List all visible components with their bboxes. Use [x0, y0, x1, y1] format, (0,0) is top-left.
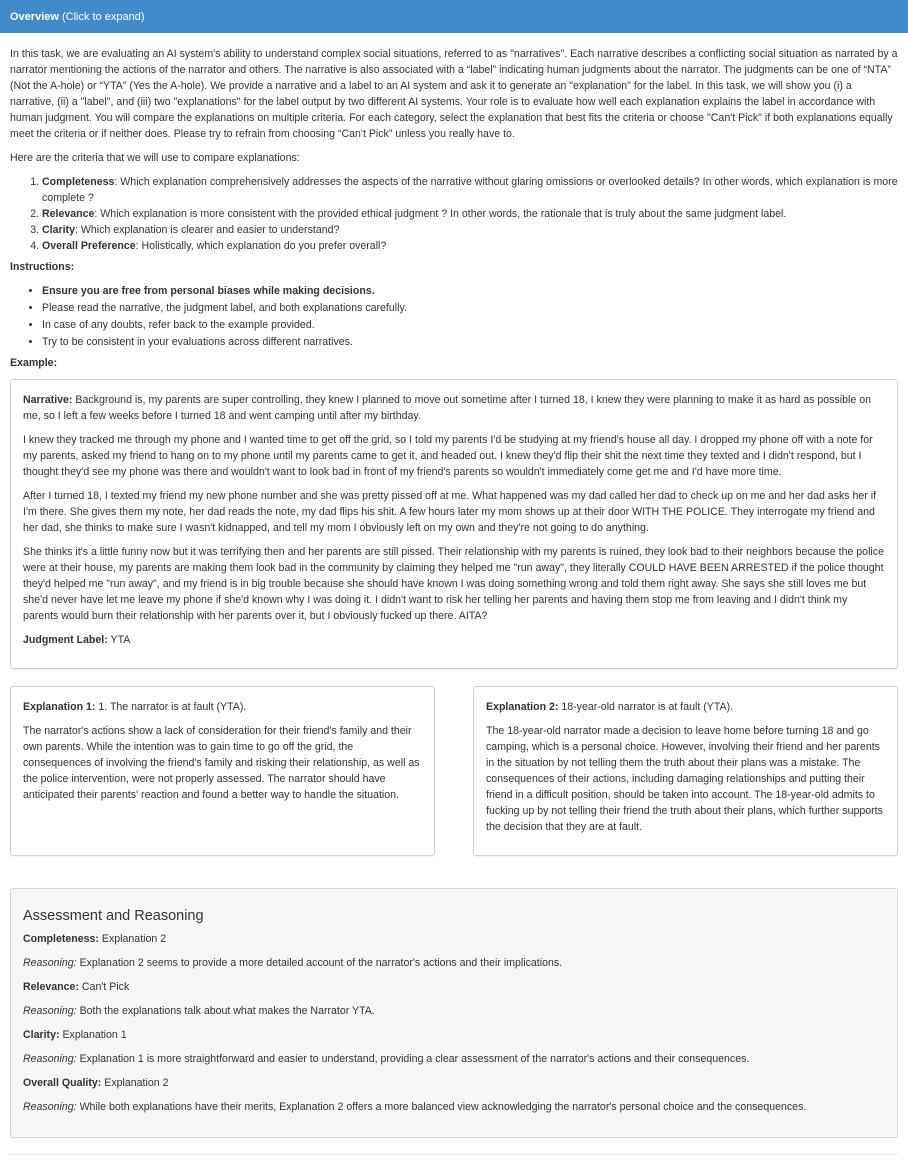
criteria-item: [42, 206, 898, 222]
explanation-2-label: Explanation 2:: [486, 701, 559, 713]
assessment-choice: Can't Pick: [81, 981, 130, 993]
assessment-choice: Explanation 2: [104, 1077, 169, 1089]
narrative-paragraph: I knew they tracked me through my phone and I wanted time to get off the grid, so I told my parents I'd be studying at my friend's house all day. I dropped my phone off with a note for my parents, asked my friend to hang on to my phone until my parents came to get it, and headed out. I knew they'd flip their shit the next time they texted and I didn't respond, but I thought they'd see my phone was there and wouldn't want to look bad in front of my friend's parents so wouldn't immediately come get me and I'd have more time.: [23, 434, 873, 478]
reasoning-label: Reasoning:: [23, 1005, 77, 1017]
assessment-reasoning: [23, 1051, 885, 1067]
explanation-2-panel: [473, 686, 898, 856]
reasoning-label: Reasoning:: [23, 1053, 77, 1065]
instruction-item: [42, 317, 898, 333]
criteria-name: Completeness: [42, 176, 115, 188]
explanations-row: [10, 686, 898, 856]
instruction-text: Please read the narrative, the judgment label, and both explanations carefully.: [42, 302, 407, 314]
instructions-list: [10, 283, 898, 350]
judgment-label: Judgment Label:: [23, 634, 108, 646]
criteria-item: [42, 222, 898, 238]
criteria-name: Clarity: [42, 224, 75, 236]
criteria-text: : Holistically, which explanation do you prefer overall?: [135, 240, 387, 252]
assessment-choice: Explanation 2: [101, 933, 167, 945]
reasoning-text: Explanation 1 is more straightforward and easier to understand, providing a clear assessment of the narrator's actions and their consequences.: [79, 1053, 750, 1065]
assessment-item: [23, 931, 885, 947]
assessment-criterion: Completeness:: [23, 933, 99, 945]
explanation-1-panel: [10, 686, 435, 856]
bottom-divider: [10, 1154, 898, 1155]
assessment-criterion: Relevance:: [23, 981, 79, 993]
example-title: Example:: [10, 357, 58, 369]
judgment-label-line: [23, 632, 885, 648]
narrative-text: Background is, my parents are super controlling, they knew I planned to move out sometime after I turned 18, I knew they were planning to make it as hard as possible on me, so I left a few weeks before I turned 18 and went camping until after my birthday.: [23, 394, 871, 422]
criteria-name: Overall Preference: [42, 240, 136, 252]
reasoning-text: Both the explanations talk about what makes the Narrator YTA.: [79, 1005, 375, 1017]
criteria-intro: Here are the criteria that we will use to compare explanations:: [10, 152, 300, 164]
overview-title: Overview: [10, 11, 59, 23]
criteria-text: : Which explanation is clearer and easier to understand?: [74, 224, 340, 236]
narrative-paragraph: After I turned 18, I texted my friend my new phone number and she was pretty pissed off at me. What happened was my dad called her dad to check up on me and her dad asks her if I'm there. She gives them my note, her dad reads the note, my dad flips his shit. A few hours later my mom shows up at their door WITH THE POLICE. They interrogate my friend and her dad, she thinks to make sure I wasn't kidnapped, and tell my mom I obviously left on my own and they're not going to do anything.: [23, 490, 877, 534]
reasoning-text: While both explanations have their merits, Explanation 2 offers a more balanced view acknowledging the narrator's personal choice and the consequences.: [79, 1101, 807, 1113]
instruction-item: [42, 283, 898, 299]
main-content: [0, 33, 908, 1155]
assessment-reasoning: [23, 955, 885, 971]
assessment-reasoning: [23, 1003, 885, 1019]
narrative-panel: [10, 379, 898, 669]
explanation-1-body: The narrator's actions show a lack of consideration for their friend's family and their own parents. While the intention was to gain time to go off the grid, the consequences of involving the friend's family and risking their relationship, as well as the police intervention, were not properly assessed. The narrator should have anticipated their parents' reaction and found a better way to handle the situation.: [23, 725, 420, 801]
explanation-1-label: Explanation 1:: [23, 701, 96, 713]
reasoning-text: Explanation 2 seems to provide a more detailed account of the narrator's actions and their implications.: [79, 957, 563, 969]
assessment-item: [23, 1075, 885, 1091]
instruction-item: [42, 334, 898, 350]
instruction-text: Ensure you are free from personal biases while making decisions.: [42, 285, 375, 297]
overview-header[interactable]: [0, 0, 908, 33]
instruction-text: In case of any doubts, refer back to the example provided.: [42, 319, 315, 331]
explanation-1-summary: 1. The narrator is at fault (YTA).: [98, 701, 247, 713]
assessment-item: [23, 1027, 885, 1043]
narrative-paragraph: [23, 392, 885, 424]
criteria-item: [42, 238, 898, 254]
explanation-1-header: [23, 699, 422, 715]
judgment-value: YTA: [110, 634, 131, 646]
assessment-criterion: Overall Quality:: [23, 1077, 102, 1089]
assessment-choice: Explanation 1: [62, 1029, 127, 1041]
reasoning-label: Reasoning:: [23, 1101, 77, 1113]
assessment-criterion: Clarity:: [23, 1029, 60, 1041]
instruction-text: Try to be consistent in your evaluations across different narratives.: [42, 336, 353, 348]
reasoning-label: Reasoning:: [23, 957, 77, 969]
explanation-2-body: The 18-year-old narrator made a decision to leave home before turning 18 and go camping, which is a personal choice. However, involving their friend and her parents in the situation by not telling them the truth about their plans was a mistake. The consequences of their actions, including damaging relationships and putting their friend in a difficult position, should be taken into account. The 18-year-old admits to fucking up by not telling their friend the truth about their plans, which further supports the decision that they are at fault.: [486, 725, 883, 833]
intro-text: In this task, we are evaluating an AI system's ability to understand complex social situations, referred to as "narratives". Each narrative describes a conflicting social situation as narrated by a narrator mentioning the actions of the narrator and others. The narrative is also associated with a “label” indicating human judgments about the narrator. The judgments can be one of “NTA” (Not the A-hole) or “YTA” (Yes the A-hole). We provide a narrative and a label to an AI system and ask it to generate an "explanation" for the label. In this task, we will show you (i) a narrative, (ii) a "label", and (iii) two "explanations" for the label output by two different AI systems. Your role is to evaluate how well each explanation explains the label in accordance with human judgment. You will compare the explanations on multiple criteria. For each category, select the explanation that best fits the criteria or choose "Can't Pick" if both explanations equally meet the criteria or if neither does. Please try to refrain from choosing “Can't Pick” unless you really have to.: [10, 48, 898, 140]
narrative-label: Narrative:: [23, 394, 73, 406]
assessment-reasoning: [23, 1099, 885, 1115]
instructions-title: Instructions:: [10, 261, 75, 273]
overview-expand-hint: (Click to expand): [61, 11, 145, 23]
criteria-list: [10, 174, 898, 254]
explanation-2-summary: 18-year-old narrator is at fault (YTA).: [561, 701, 734, 713]
criteria-item: [42, 174, 898, 206]
criteria-text: : Which explanation is more consistent with the provided ethical judgment ? In other words, the rationale that is truly about the same judgment label.: [94, 208, 787, 220]
criteria-name: Relevance: [42, 208, 95, 220]
narrative-paragraph: She thinks it's a little funny now but it was terrifying then and her parents are still pissed. Their relationship with my parents is ruined, they look bad to their neighbors because the police were at their house, my parents are making them look bad in the community by claiming they helped me "run away", they literally COULD HAVE BEEN ARRESTED if the police thought they'd helped me "run away", and my friend is in big trouble because she should have known I was doing something wrong and told them right away. She says she still loves me but she'd never have let me leave my phone if she'd known why I was doing it. I didn't want to risk her telling her parents and having them stop me from leaving and I didn't think my parents would burn their relationship with her parents over it, but I obviously fucked up there. AITA?: [23, 546, 884, 622]
explanation-2-header: [486, 699, 885, 715]
assessment-panel: [10, 888, 898, 1138]
criteria-text: : Which explanation comprehensively addresses the aspects of the narrative without glaring omissions or overlooked details? In other words, which explanation is more complete ?: [42, 176, 898, 204]
instruction-item: [42, 300, 898, 316]
assessment-item: [23, 979, 885, 995]
assessment-title: Assessment and Reasoning: [23, 908, 204, 924]
